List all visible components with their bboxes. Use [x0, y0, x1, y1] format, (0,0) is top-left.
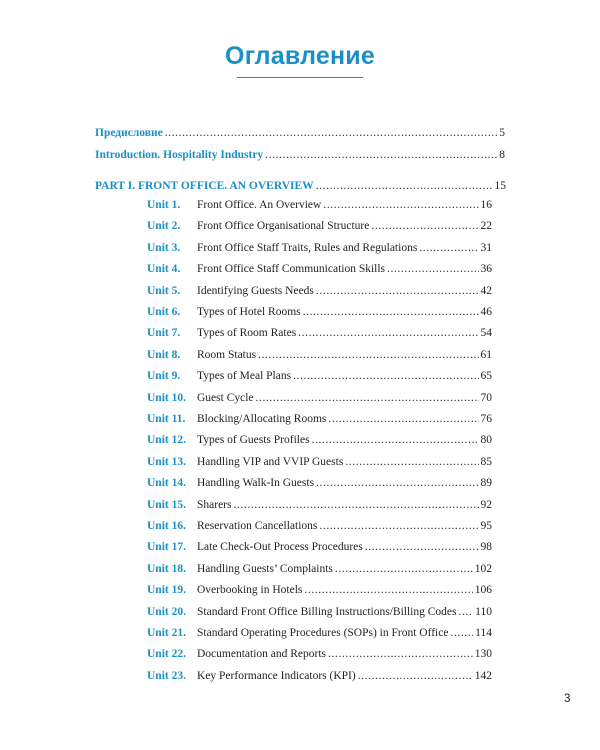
toc-unit-number: Unit 1.: [147, 199, 181, 211]
toc-unit-number: Unit 11.: [147, 413, 186, 425]
toc-unit-page: 54: [480, 327, 492, 339]
toc-unit-number: Unit 10.: [147, 392, 186, 404]
dot-leader: [335, 562, 473, 576]
toc-unit-title: Handling Guests’ Complaints: [197, 563, 333, 575]
toc-unit-page: 98: [480, 541, 492, 553]
dot-leader: [458, 605, 473, 619]
toc-entry-label: Предисловие: [95, 127, 163, 139]
toc-entry-page: 8: [499, 149, 505, 161]
toc-unit-title: Key Performance Indicators (KPI): [197, 670, 356, 682]
dot-leader: [293, 369, 478, 383]
toc-unit-number: Unit 17.: [147, 541, 186, 553]
toc-unit-title: Standard Front Office Billing Instructions/Billing Codes: [197, 606, 457, 618]
toc-unit-number: Unit 3.: [147, 242, 181, 254]
dot-leader: [316, 284, 479, 298]
toc-unit-page: 85: [480, 456, 492, 468]
dot-leader: [312, 433, 479, 447]
toc-unit-number: Unit 9.: [147, 370, 181, 382]
dot-leader: [304, 583, 472, 597]
toc-unit-title: Reservation Cancellations: [197, 520, 318, 532]
toc-unit-page: 61: [480, 349, 492, 361]
dot-leader: [387, 262, 478, 276]
dot-leader: [365, 540, 479, 554]
dot-leader: [328, 412, 478, 426]
toc-unit-title: Room Status: [197, 349, 257, 361]
toc-unit-number: Unit 19.: [147, 584, 186, 596]
toc-unit-page: 95: [480, 520, 492, 532]
toc-unit-entry[interactable]: [147, 348, 492, 362]
title-underline: [237, 77, 363, 78]
page-title: Оглавление: [225, 42, 375, 70]
toc-unit-number: Unit 8.: [147, 349, 181, 361]
dot-leader: [165, 126, 498, 140]
toc-unit-entry[interactable]: [147, 583, 492, 597]
toc-unit-page: 76: [480, 413, 492, 425]
dot-leader: [419, 241, 478, 255]
dot-leader: [371, 219, 478, 233]
dot-leader: [256, 391, 479, 405]
toc-unit-number: Unit 20.: [147, 606, 186, 618]
toc-unit-title: Types of Meal Plans: [197, 370, 292, 382]
toc-unit-title: Blocking/Allocating Rooms: [197, 413, 327, 425]
dot-leader: [345, 455, 478, 469]
toc-part-entry[interactable]: [95, 179, 506, 193]
toc-unit-entry[interactable]: [147, 498, 492, 512]
toc-unit-title: Front Office Staff Traits, Rules and Regulations: [197, 242, 418, 254]
toc-unit-number: Unit 14.: [147, 477, 186, 489]
toc-unit-title: Guest Cycle: [197, 392, 254, 404]
toc-unit-title: Types of Hotel Rooms: [197, 306, 301, 318]
toc-unit-title: Front Office Staff Communication Skills: [197, 263, 386, 275]
dot-leader: [319, 519, 478, 533]
dot-leader: [323, 198, 478, 212]
toc-unit-page: 110: [475, 606, 492, 618]
toc-unit-entry[interactable]: [147, 476, 492, 490]
toc-unit-page: 130: [474, 648, 492, 660]
toc-unit-title: Types of Room Rates: [197, 327, 297, 339]
toc-unit-entry[interactable]: [147, 605, 492, 619]
toc-unit-number: Unit 2.: [147, 220, 181, 232]
toc-unit-entry[interactable]: [147, 647, 492, 661]
toc-entry-page: 5: [499, 127, 505, 139]
toc-unit-number: Unit 12.: [147, 434, 186, 446]
toc-unit-page: 80: [480, 434, 492, 446]
toc-unit-page: 65: [480, 370, 492, 382]
toc-unit-number: Unit 22.: [147, 648, 186, 660]
dot-leader: [258, 348, 478, 362]
toc-unit-page: 22: [480, 220, 492, 232]
toc-part-label: PART I. FRONT OFFICE. AN OVERVIEW: [95, 180, 314, 192]
dot-leader: [316, 476, 478, 490]
toc-unit-entry[interactable]: [147, 669, 492, 683]
toc-unit-entry[interactable]: [147, 391, 492, 405]
toc-unit-title: Sharers: [197, 499, 232, 511]
toc-unit-number: Unit 7.: [147, 327, 181, 339]
toc-unit-title: Standard Operating Procedures (SOPs) in Front Office: [197, 627, 449, 639]
toc-unit-number: Unit 23.: [147, 670, 186, 682]
toc-unit-page: 42: [480, 285, 492, 297]
toc-unit-number: Unit 18.: [147, 563, 186, 575]
toc-unit-number: Unit 13.: [147, 456, 186, 468]
toc-unit-number: Unit 4.: [147, 263, 181, 275]
toc-unit-page: 142: [474, 670, 492, 682]
dot-leader: [358, 669, 473, 683]
toc-unit-entry[interactable]: [147, 305, 492, 319]
toc-unit-entry[interactable]: [147, 219, 492, 233]
toc-unit-title: Handling VIP and VVIP Guests: [197, 456, 344, 468]
toc-unit-entry[interactable]: [147, 284, 492, 298]
dot-leader: [234, 498, 479, 512]
toc-unit-page: 102: [474, 563, 492, 575]
toc-unit-title: Handling Walk-In Guests: [197, 477, 315, 489]
toc-unit-entry[interactable]: [147, 241, 492, 255]
toc-unit-entry[interactable]: [147, 433, 492, 447]
toc-unit-entry[interactable]: [147, 519, 492, 533]
toc-unit-title: Front Office Organisational Structure: [197, 220, 370, 232]
toc-unit-page: 16: [480, 199, 492, 211]
toc-unit-title: Identifying Guests Needs: [197, 285, 314, 297]
toc-unit-number: Unit 15.: [147, 499, 186, 511]
dot-leader: [450, 626, 473, 640]
toc-unit-entry[interactable]: [147, 626, 492, 640]
toc-unit-page: 36: [480, 263, 492, 275]
toc-unit-number: Unit 6.: [147, 306, 181, 318]
page-number: 3: [564, 693, 571, 705]
toc-unit-title: Front Office. An Overview: [197, 199, 322, 211]
toc-unit-entry[interactable]: [147, 412, 492, 426]
toc-unit-entry[interactable]: [147, 326, 492, 340]
toc-unit-entry[interactable]: [147, 562, 492, 576]
dot-leader: [303, 305, 479, 319]
dot-leader: [265, 148, 497, 162]
toc-unit-entry[interactable]: [147, 540, 492, 554]
dot-leader: [316, 179, 493, 193]
toc-unit-title: Documentation and Reports: [197, 648, 327, 660]
toc-unit-page: 46: [480, 306, 492, 318]
toc-unit-title: Overbooking in Hotels: [197, 584, 303, 596]
toc-part-page: 15: [494, 180, 506, 192]
toc-unit-number: Unit 16.: [147, 520, 186, 532]
toc-unit-entry[interactable]: [147, 369, 492, 383]
dot-leader: [298, 326, 478, 340]
toc-unit-page: 89: [480, 477, 492, 489]
toc-unit-page: 31: [480, 242, 492, 254]
toc-unit-page: 106: [474, 584, 492, 596]
toc-entry[interactable]: [95, 126, 505, 140]
toc-unit-entry[interactable]: [147, 198, 492, 212]
dot-leader: [328, 647, 473, 661]
toc-entry-label: Introduction. Hospitality Industry: [95, 149, 264, 161]
toc-entry[interactable]: [95, 148, 505, 162]
toc-unit-page: 114: [475, 627, 492, 639]
toc-unit-title: Late Check-Out Process Procedures: [197, 541, 363, 553]
toc-unit-number: Unit 21.: [147, 627, 186, 639]
toc-unit-page: 70: [480, 392, 492, 404]
toc-unit-entry[interactable]: [147, 455, 492, 469]
toc-unit-number: Unit 5.: [147, 285, 181, 297]
toc-unit-title: Types of Guests Profiles: [197, 434, 310, 446]
toc-unit-entry[interactable]: [147, 262, 492, 276]
toc-unit-page: 92: [480, 499, 492, 511]
